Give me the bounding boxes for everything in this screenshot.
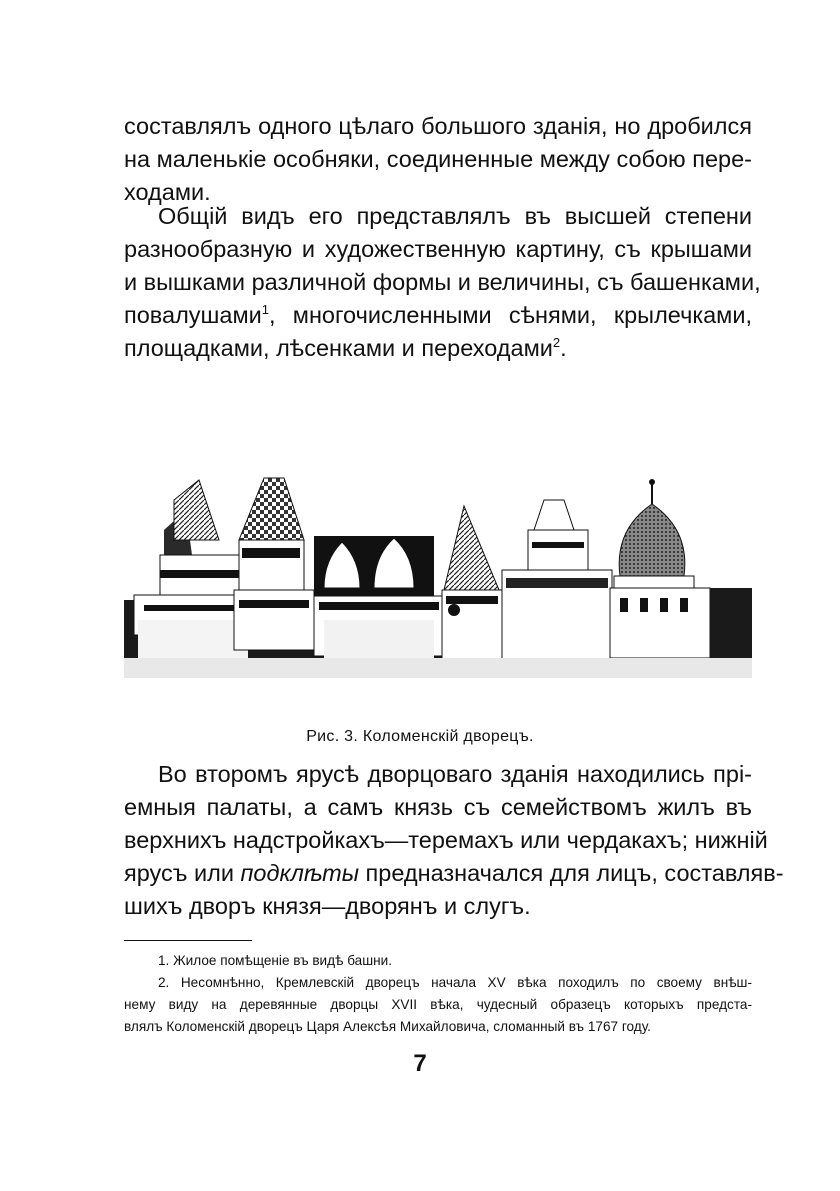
page-number: 7 bbox=[413, 1050, 427, 1077]
footnote-ref-1[interactable]: 1 bbox=[261, 302, 269, 318]
text-line: шихъ дворъ князя—дворянъ и слугъ. bbox=[124, 893, 531, 919]
ground bbox=[124, 658, 752, 678]
text-segment: предназначался для лицъ, составляв- bbox=[359, 860, 784, 886]
footnote-2-line: влялъ Коломенскій дворецъ Царя Алексѣя Михайловича, сломанный въ 1767 году. bbox=[124, 1019, 651, 1034]
text-segment: повалушами bbox=[124, 302, 262, 328]
pyramid-tower bbox=[442, 506, 502, 670]
emphasized-term: подклѣты bbox=[240, 860, 359, 886]
text-line bbox=[124, 299, 752, 332]
footnote-1: 1. Жилое помѣщеніе въ видѣ башни. bbox=[158, 953, 393, 968]
text-line bbox=[124, 857, 784, 890]
text-line: емныя палаты, а самъ князь съ семействомъ жилъ въ bbox=[124, 794, 752, 820]
footnote-2-line: 2. Несомнѣнно, Кремлевскій дворецъ начала XV вѣка походилъ по своему внѣш- bbox=[158, 975, 752, 990]
text-segment: . bbox=[560, 335, 567, 361]
footnotes bbox=[124, 950, 752, 1038]
right-block bbox=[502, 500, 612, 660]
text-line: ходами. bbox=[124, 179, 211, 205]
text-line: на маленькіе особняки, соединенные между собою пере- bbox=[124, 146, 752, 172]
text-segment: , многочисленными сѣнями, крылечками, bbox=[269, 302, 752, 328]
text-line: разнообразную и художественную картину, съ крышами bbox=[124, 236, 752, 262]
text-line: верхнихъ надстройкахъ—теремахъ или чердакахъ; нижній bbox=[124, 827, 768, 853]
great-dome bbox=[610, 479, 752, 658]
footnote-ref-2[interactable]: 2 bbox=[552, 335, 561, 351]
paragraph-3 bbox=[124, 758, 784, 923]
text-line bbox=[124, 332, 752, 365]
text-segment: площадками, лѣсенками и переходами bbox=[124, 335, 553, 361]
footnote-2-line: нему виду на деревянные дворцы XVII вѣка, чудесный образецъ которыхъ предста- bbox=[124, 997, 752, 1012]
figure-caption: Рис. 3. Коломенскій дворецъ. bbox=[306, 728, 534, 745]
checkered-tower bbox=[234, 478, 314, 650]
onion-domes bbox=[314, 536, 444, 660]
text-line: составлялъ одного цѣлаго большого зданія, но дробился bbox=[124, 113, 752, 139]
footnote-rule bbox=[124, 940, 252, 941]
text-segment: ярусъ или bbox=[124, 860, 241, 886]
paragraph-2 bbox=[124, 200, 761, 365]
palace-illustration bbox=[124, 470, 752, 685]
text-line: Общій видъ его представлялъ въ высшей степени bbox=[158, 203, 752, 229]
text-line: и вышками различной формы и величины, съ башенками, bbox=[124, 269, 761, 295]
paragraph-1 bbox=[124, 110, 752, 209]
text-line: Во второмъ ярусѣ дворцоваго зданія находились прі- bbox=[158, 761, 752, 787]
